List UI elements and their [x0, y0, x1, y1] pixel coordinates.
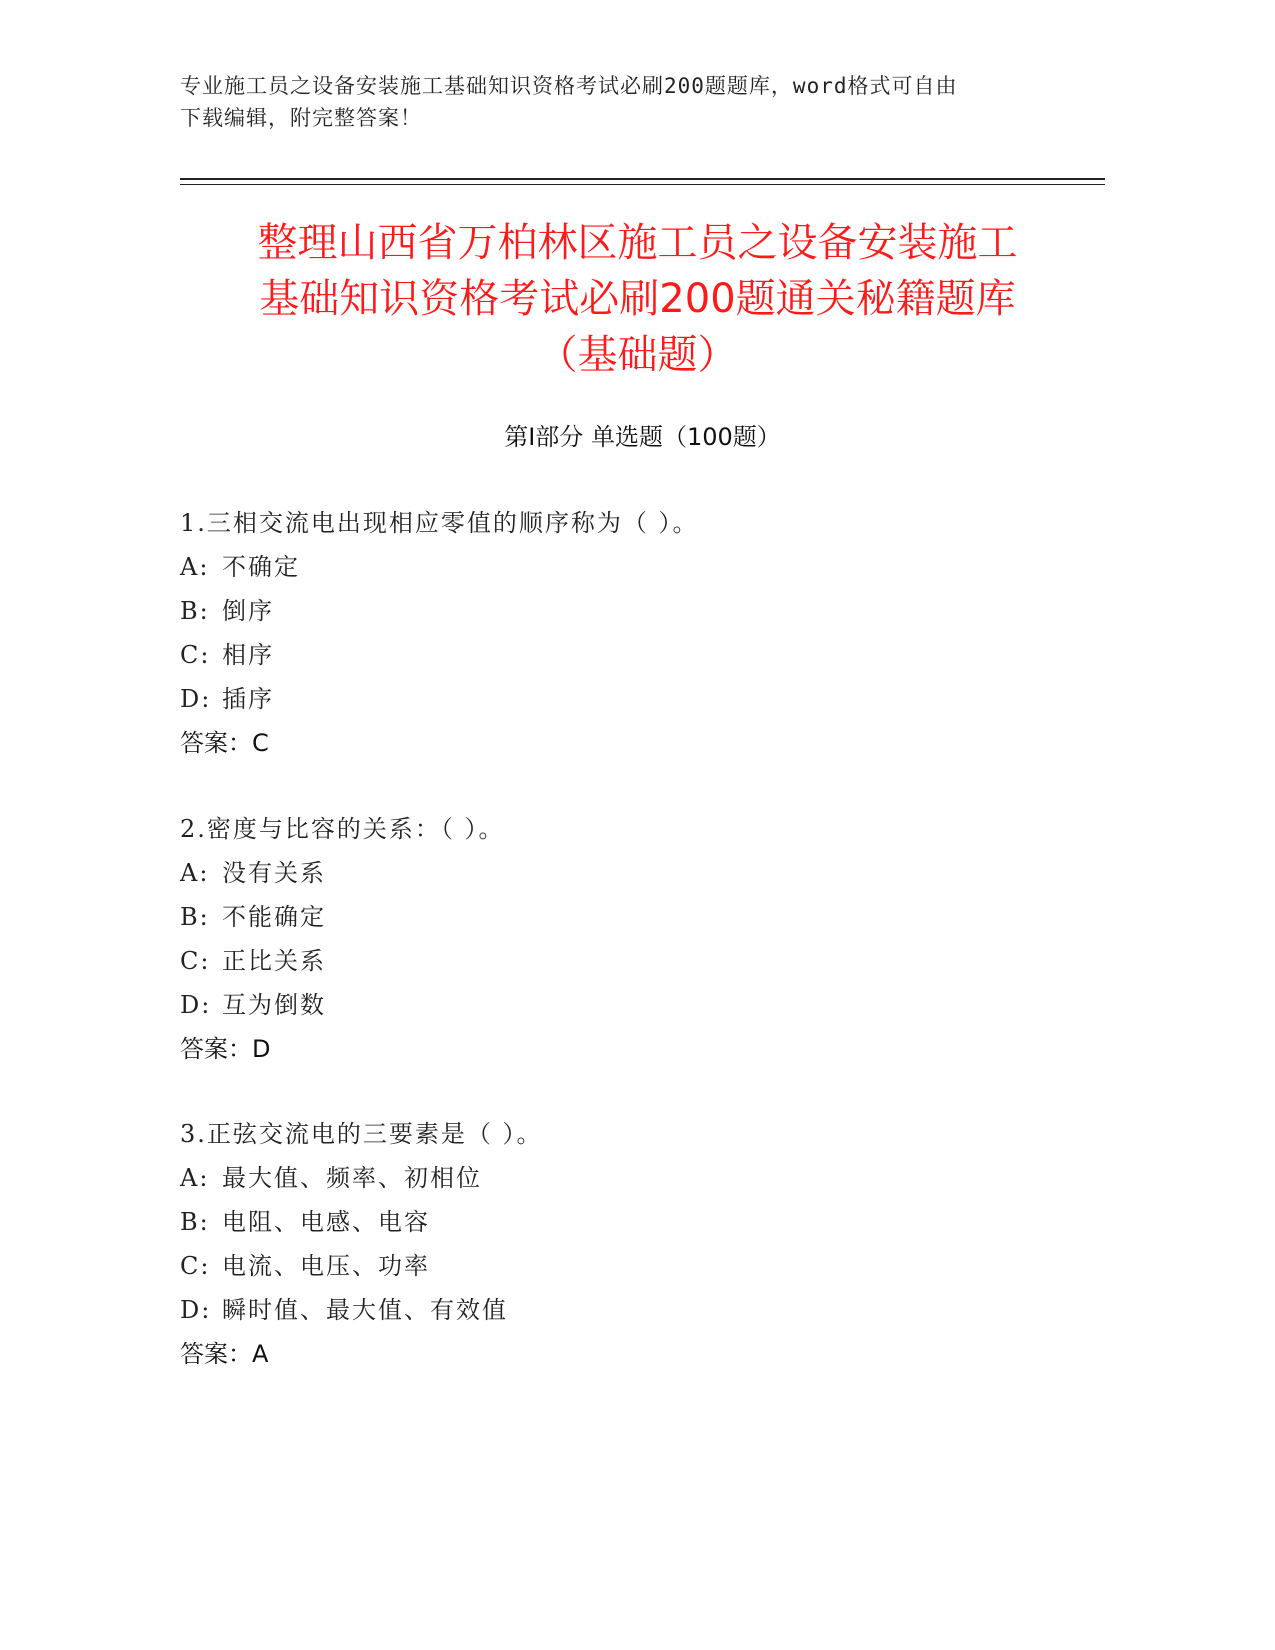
option-text: 不确定: [222, 553, 300, 581]
option-letter: C:: [180, 641, 211, 669]
option-text: 插序: [222, 685, 274, 713]
option-letter: B:: [180, 903, 210, 931]
option-text: 倒序: [222, 597, 274, 625]
header-note-line1: 专业施工员之设备安装施工基础知识资格考试必刷200题题库，word格式可自由: [180, 74, 958, 98]
option-a: [180, 1156, 1105, 1200]
header-note: [180, 70, 1100, 134]
option-letter: A:: [180, 859, 210, 887]
option-letter: A:: [180, 553, 210, 581]
question-stem: 2.密度与比容的关系：（ ）。: [180, 815, 505, 843]
option-letter: C:: [180, 1252, 211, 1280]
option-text: 最大值、频率、初相位: [222, 1164, 482, 1192]
option-b: [180, 1200, 1105, 1244]
option-text: 没有关系: [222, 859, 326, 887]
option-c: [180, 633, 1105, 677]
question-stem: 1.三相交流电出现相应零值的顺序称为（ ）。: [180, 509, 699, 537]
option-d: [180, 983, 1105, 1027]
option-letter: A:: [180, 1164, 210, 1192]
option-a: [180, 851, 1105, 895]
document-title-line3: （基础题）: [537, 332, 738, 378]
option-b: [180, 895, 1105, 939]
option-text: 正比关系: [222, 947, 326, 975]
option-text: 电流、电压、功率: [222, 1252, 430, 1280]
option-c: [180, 939, 1105, 983]
option-text: 电阻、电感、电容: [222, 1208, 430, 1236]
answer: 答案：D: [180, 1035, 271, 1063]
option-a: [180, 545, 1105, 589]
header-rule-thick: [180, 178, 1105, 180]
option-text: 不能确定: [222, 903, 326, 931]
option-letter: D:: [180, 1296, 212, 1324]
document-title-line2: 基础知识资格考试必刷200题通关秘籍题库: [259, 276, 1016, 322]
option-d: [180, 1288, 1105, 1332]
option-letter: B:: [180, 597, 210, 625]
option-letter: B:: [180, 1208, 210, 1236]
option-letter: D:: [180, 991, 212, 1019]
question-stem: 3.正弦交流电的三要素是（ ）。: [180, 1120, 543, 1148]
question-1: [180, 501, 1105, 765]
answer: 答案：A: [180, 1340, 269, 1368]
header-rule-thin: [180, 184, 1105, 185]
question-3: [180, 1112, 1105, 1376]
section-title: 第Ⅰ部分 单选题（100题）: [504, 423, 781, 451]
answer: 答案：C: [180, 729, 269, 757]
question-2: [180, 807, 1105, 1071]
document-title-line1: 整理山西省万柏林区施工员之设备安装施工: [257, 220, 1018, 266]
document-title: [160, 215, 1115, 383]
option-letter: C:: [180, 947, 211, 975]
option-d: [180, 677, 1105, 721]
option-text: 瞬时值、最大值、有效值: [222, 1296, 508, 1324]
option-b: [180, 589, 1105, 633]
option-c: [180, 1244, 1105, 1288]
option-text: 相序: [222, 641, 274, 669]
option-letter: D:: [180, 685, 212, 713]
option-text: 互为倒数: [222, 991, 326, 1019]
header-note-line2: 下载编辑，附完整答案！: [180, 106, 422, 130]
